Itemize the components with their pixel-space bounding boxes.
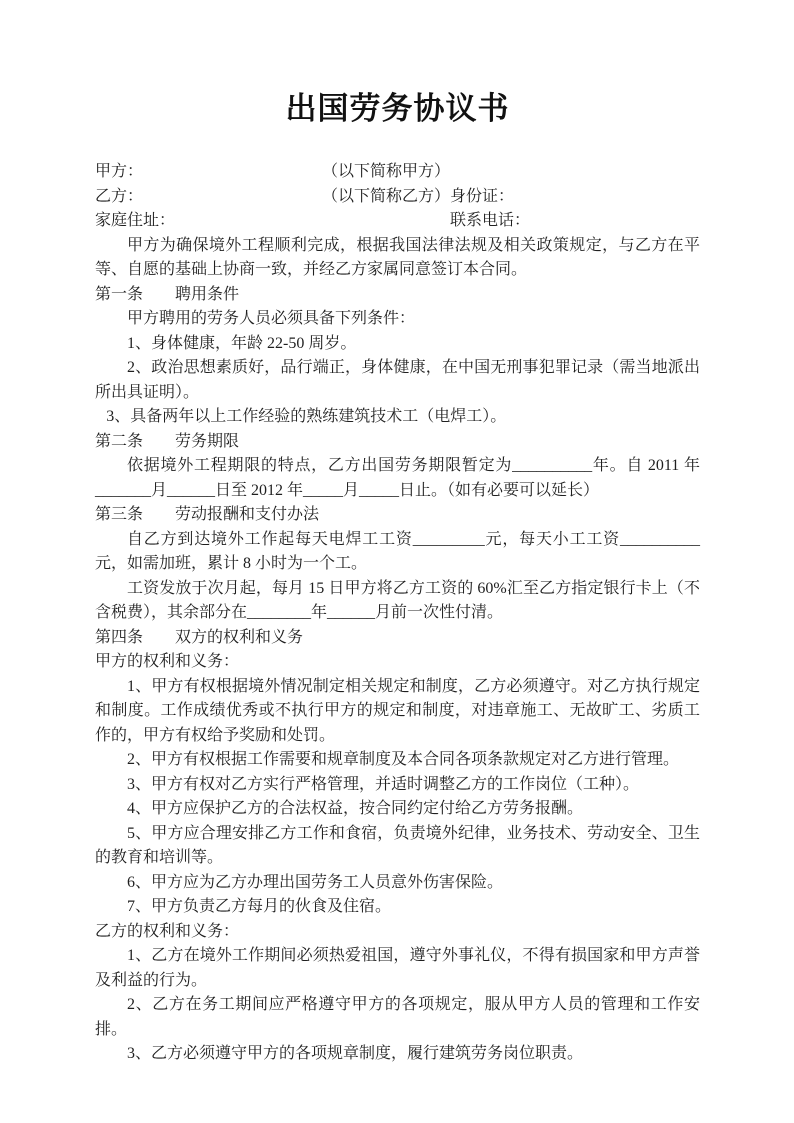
party-a-label: 甲方：: [95, 163, 144, 180]
paragraph: 1、身体健康，年龄 22-50 周岁。: [127, 334, 357, 352]
document-body: [95, 234, 700, 1067]
paragraph: 5、甲方应合理安排乙方工作和食宿，负责境外纪律，业务技术、劳动安全、卫生的教育和培训等。: [95, 824, 700, 866]
paragraph: 依据境外工程期限的特点，乙方出国劳务期限暂定为__________年。自 2011 年_______月______日至 2012 年_____月_____日止。（如有必要可以延长）: [95, 457, 700, 499]
clause-heading: [95, 503, 700, 528]
paragraph: 7、甲方负责乙方每月的伙食及住宿。: [127, 898, 392, 915]
clause-title: 劳务期限: [175, 432, 240, 450]
paragraph: 甲方聘用的劳务人员必须具备下列条件：: [127, 310, 416, 327]
paragraph: 甲方为确保境外工程顺利完成，根据我国法律法规及相关政策规定，与乙方在平等、自愿的基础上协商一致，并经乙方家属同意签订本合同。: [95, 236, 700, 278]
party-b-note: （以下简称乙方）: [322, 187, 451, 205]
paragraph: 甲方的权利和义务：: [95, 653, 240, 670]
paragraph: 工资发放于次月起，每月 15 日甲方将乙方工资的 60%汇至乙方指定银行卡上（不含税费），其余部分在________年______月前一次性付清。: [95, 579, 700, 621]
paragraph: 乙方的权利和义务：: [95, 922, 240, 940]
paragraph: 4、甲方应保护乙方的合法权益，按合同约定付给乙方劳务报酬。: [127, 800, 584, 817]
document-title: 出国劳务协议书: [285, 91, 510, 126]
paragraph: 1、甲方有权根据境外情况制定相关规定和制度，乙方必须遵守。对乙方执行规定和制度。工作成绩优秀或不执行甲方的规定和制度，对违章施工、无故旷工、劣质工作的，甲方有权给予奖励和处罚。: [95, 677, 700, 744]
party-a-row: [95, 160, 700, 185]
paragraph: 1、乙方在境外工作期间必须热爱祖国，遵守外事礼仪，不得有损国家和甲方声誉及利益的行为。: [95, 947, 700, 989]
party-b-label: 乙方：: [95, 187, 144, 205]
clause-heading: [95, 283, 700, 308]
paragraph: 6、甲方应为乙方办理出国劳务工人员意外伤害保险。: [127, 873, 504, 891]
paragraph: 2、乙方在务工期间应严格遵守甲方的各项规定，服从甲方人员的管理和工作安排。: [95, 996, 700, 1038]
home-address-label: 家庭住址：: [95, 212, 176, 229]
paragraph: 3、具备两年以上工作经验的熟练建筑技术工（电焊工）。: [106, 408, 507, 425]
clause-title: 聘用条件: [175, 285, 240, 303]
paragraph: 3、乙方必须遵守甲方的各项规章制度，履行建筑劳务岗位职责。: [127, 1045, 584, 1062]
paragraph: 自乙方到达境外工作起每天电焊工工资_________元，每天小工工资__________元，如需加班，累计 8 小时为一个工。: [95, 530, 700, 572]
clause-title: 双方的权利和义务: [175, 628, 304, 646]
paragraph: 2、甲方有权根据工作需要和规章制度及本合同各项条款规定对乙方进行管理。: [127, 751, 680, 768]
clause-heading: [95, 626, 700, 651]
clause-number: 第二条: [95, 432, 144, 450]
clause-number: 第一条: [95, 285, 144, 303]
clause-number: 第三条: [95, 506, 144, 523]
contact-row: [95, 209, 700, 234]
id-card-label: 身份证：: [450, 187, 515, 205]
parties-header: [95, 160, 700, 234]
party-a-note: （以下简称甲方）: [322, 163, 451, 180]
paragraph: 3、甲方有权对乙方实行严格管理，并适时调整乙方的工作岗位（工种）。: [127, 775, 640, 793]
party-b-row: [95, 185, 700, 210]
phone-label: 联系电话：: [450, 212, 531, 229]
clause-title: 劳动报酬和支付办法: [175, 506, 320, 523]
clause-number: 第四条: [95, 628, 144, 646]
clause-heading: [95, 430, 700, 455]
paragraph: 2、政治思想素质好，品行端正，身体健康，在中国无刑事犯罪记录（需当地派出所出具证明）。: [95, 359, 700, 401]
